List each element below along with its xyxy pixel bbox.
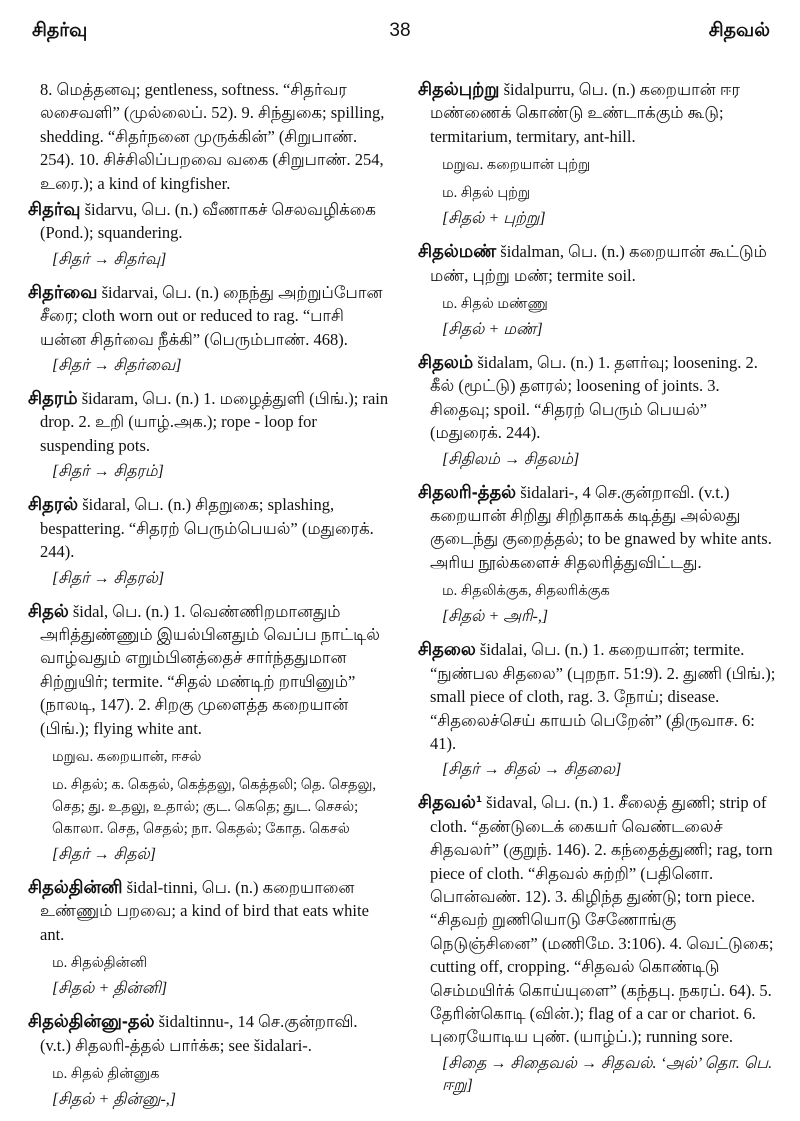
- entry-headword: சிதல்: [28, 600, 69, 621]
- entry-definition: šidaval, பெ. (n.) 1. சீலைத் துணி; strip of cloth. “தண்டுடைக் கையர் வெண்டலைச் சிதவலர்” (குறுந். 146). 2. கந்தைத்துணி; rag, torn piece of cloth. “சிதவல் சுற்றி” (பதினொ. பொன்வண். 12). 3. கிழிந்த துண்டு; torn piece. “சிதவற் றுணியொடு சேணோங்கு நெடுஞ்சினை” (மணிமே. 3:106). 4. வெட்டுகை; cutting off, cropping. “சிதவல் கொண்டிடு செம்மயிர்க் கொய்யுளை” (கந்தபு. நகரப். 64). 5. தேரின்கொடி (வின்.); flag of a car or chariot. 6. புரையோடிய புண். (யாழ்ப்.); running sore.: [430, 793, 774, 1047]
- dictionary-entry: [418, 351, 776, 445]
- entry-etymology: [சிதர் → சிதல்]: [52, 845, 156, 863]
- entry-etymology: [சிதல் + மண்]: [442, 321, 543, 339]
- dictionary-entry: [28, 281, 390, 351]
- dictionary-entry: [28, 600, 390, 740]
- entry-definition: šidarvai, பெ. (n.) நைந்து அற்றுப்போன சீரை; cloth worn out or reduced to rag. “பாசி யன்ன சிதர்வை நீக்கி” (பெரும்பாண். 468).: [40, 282, 383, 349]
- entry-definition: šidaram, பெ. (n.) 1. மழைத்துளி (பிங்.); rain drop. 2. உறி (யாழ்.அக.); rope - loop for suspending pots.: [40, 389, 389, 455]
- entry-headword: சிதரம்: [28, 388, 78, 409]
- entry-headword: சிதலம்: [418, 352, 474, 373]
- dictionary-entry: [418, 78, 776, 148]
- entry-etymology: [சிதல் + அரி-,]: [442, 608, 549, 626]
- header-left-guideword: சிதர்வு: [32, 20, 88, 41]
- entry-etymology: [சிதல் + தின்னு-,]: [52, 1090, 176, 1108]
- entry-definition: šidal-tinni, பெ. (n.) கறையானை உண்ணும் பறவை; a kind of bird that eats white ant.: [40, 877, 369, 944]
- entry-headword: சிதல்புற்று: [418, 79, 500, 99]
- entry-etymology: [சிதர் → சிதரம்]: [52, 463, 164, 481]
- entry-cognates: மறுவ. கறையான் புற்று: [442, 157, 591, 174]
- dictionary-entry: [418, 240, 776, 287]
- dictionary-entry: [28, 493, 390, 563]
- entry-etymology: [சிதல் + தின்னி]: [52, 980, 168, 998]
- dictionary-entry: [418, 791, 776, 1048]
- entry-cognates: ம. சிதல் தின்னுக: [52, 1065, 160, 1082]
- dictionary-entry: [28, 198, 390, 245]
- entry-definition: šidal, பெ. (n.) 1. வெண்ணிறமானதும் அரித்துண்ணும் இயல்பினதும் வெப்ப நாட்டில் வாழ்வதும் எறும்பினத்தைச் சார்ந்ததுமான சிற்றுயிர்; termite. “சிதல் மண்டிற் றாயினும்” (நாலடி, 147). 2. சிறகு முளைத்த கறையான் (பிங்.); flying white ant.: [40, 601, 380, 738]
- left-column: [28, 78, 390, 1121]
- entry-headword: சிதர்வை: [28, 281, 98, 302]
- page-header: [0, 12, 800, 52]
- header-right-guideword: சிதவல்: [708, 20, 770, 41]
- entry-headword: சிதலை: [418, 639, 476, 660]
- dictionary-entry: [28, 387, 390, 457]
- entry-etymology: [சிதர் → சிதர்வு]: [52, 250, 167, 268]
- dictionary-entry: [418, 481, 776, 575]
- entry-continuation: 8. மெத்தனவு; gentleness, softness. “சிதர்வர லசைவளி” (முல்லைப். 52). 9. சிந்துகை; spilling, shedding. “சிதர்நனை முருக்கின்” (சிறுபாண். 254). 10. சிச்சிலிப்பறவை வகை (சிறுபாண். 254, உரை.); a kind of kingfisher.: [40, 80, 385, 193]
- entry-definition: šidalman, பெ. (n.) கறையான் கூட்டும் மண், புற்று மண்; termite soil.: [430, 242, 767, 285]
- entry-headword: சிதலரி-த்தல்: [418, 481, 517, 502]
- entry-etymology: [சிதல் + புற்று]: [442, 210, 546, 228]
- entry-etymology: [சிதை → சிதைவல் → சிதவல். ‘அல்’ தொ. பெ. ஈறு]: [442, 1054, 773, 1094]
- entry-headword: சிதல்தின்னி: [28, 876, 123, 897]
- entry-definition: šidaltinnu-, 14 செ.குன்றாவி. (v.t.) சிதலரி-த்தல் பார்க்க; see šidalari-.: [40, 1012, 358, 1055]
- entry-cognates: ம. சிதல் புற்று: [442, 185, 531, 202]
- entry-cognates: ம. சிதலிக்குக, சிதலரிக்குக: [442, 583, 610, 600]
- entry-definition: šidalai, பெ. (n.) 1. கறையான்; termite. “நுண்பல சிதலை” (புறநா. 51:9). 2. துணி (பிங்.); small piece of cloth, rag. 3. நோய்; disease. “சிதலைச்செய் காயம் பெறேன்” (திருவாச. 6: 41).: [430, 640, 776, 753]
- entry-etymology: [சிதர் → சிதர்வை]: [52, 357, 182, 375]
- entry-cognates: ம. சிதல்தின்னி: [52, 955, 148, 972]
- entry-cognates: ம. சிதல்; க. கெதல், கெத்தலு, கெத்தலி; தெ. செதலு, செத; து. உதலு, உதால்; குட. கெதெ; துட. செசல்; கொலா. செத, செதல்; நா. கெதல்; கோத. கெசல்: [52, 776, 377, 837]
- dictionary-entry: [28, 876, 390, 946]
- entry-headword: சிதரல்: [28, 494, 79, 515]
- entry-etymology: [சிதிலம் → சிதலம்]: [442, 450, 580, 468]
- entry-etymology: [சிதர் → சிதல் → சிதலை]: [442, 761, 622, 779]
- entry-definition: šidalam, பெ. (n.) 1. தளர்வு; loosening. 2. கீல் (மூட்டு) தளரல்; loosening of joints. 3. சிதைவு; spoil. “சிதரற் பெரும் பெயல்” (மதுரைக். 244).: [430, 353, 758, 443]
- dictionary-entry: [28, 1010, 390, 1057]
- entry-cognates: ம. சிதல் மண்ணு: [442, 296, 548, 313]
- entry-definition: šidaral, பெ. (n.) சிதறுகை; splashing, bespattering. “சிதரற் பெரும்பெயல்” (மதுரைக். 244).: [40, 495, 374, 562]
- entry-headword: சிதல்தின்னு-தல்: [28, 1011, 155, 1032]
- entry-definition: šidarvu, பெ. (n.) வீணாகச் செலவழிக்கை (Pond.); squandering.: [40, 200, 376, 243]
- entry-headword: சிதர்வு: [28, 199, 81, 220]
- dictionary-entry: [418, 638, 776, 755]
- right-column: [418, 78, 776, 1107]
- entry-headword: சிதவல்¹: [418, 792, 482, 813]
- entry-cognates: மறுவ. கறையான், ஈசல்: [52, 748, 202, 765]
- entry-etymology: [சிதர் → சிதரல்]: [52, 569, 165, 587]
- entry-definition: šidalpurru, பெ. (n.) கறையான் ஈர மண்ணைக் கொண்டு உண்டாக்கும் கூடு; termitarium, termitary, ant-hill.: [430, 80, 741, 146]
- page-number: 38: [389, 20, 411, 41]
- entry-headword: சிதல்மண்: [418, 241, 497, 262]
- entry-definition: šidalari-, 4 செ.குன்றாவி. (v.t.) கறையான் சிறிது சிறிதாகக் கடித்து அல்லது குடைந்து குறைத்தல்; to be gnawed by white ants. அரிய நூல்களைச் சிதலரித்துவிட்டது.: [430, 482, 772, 572]
